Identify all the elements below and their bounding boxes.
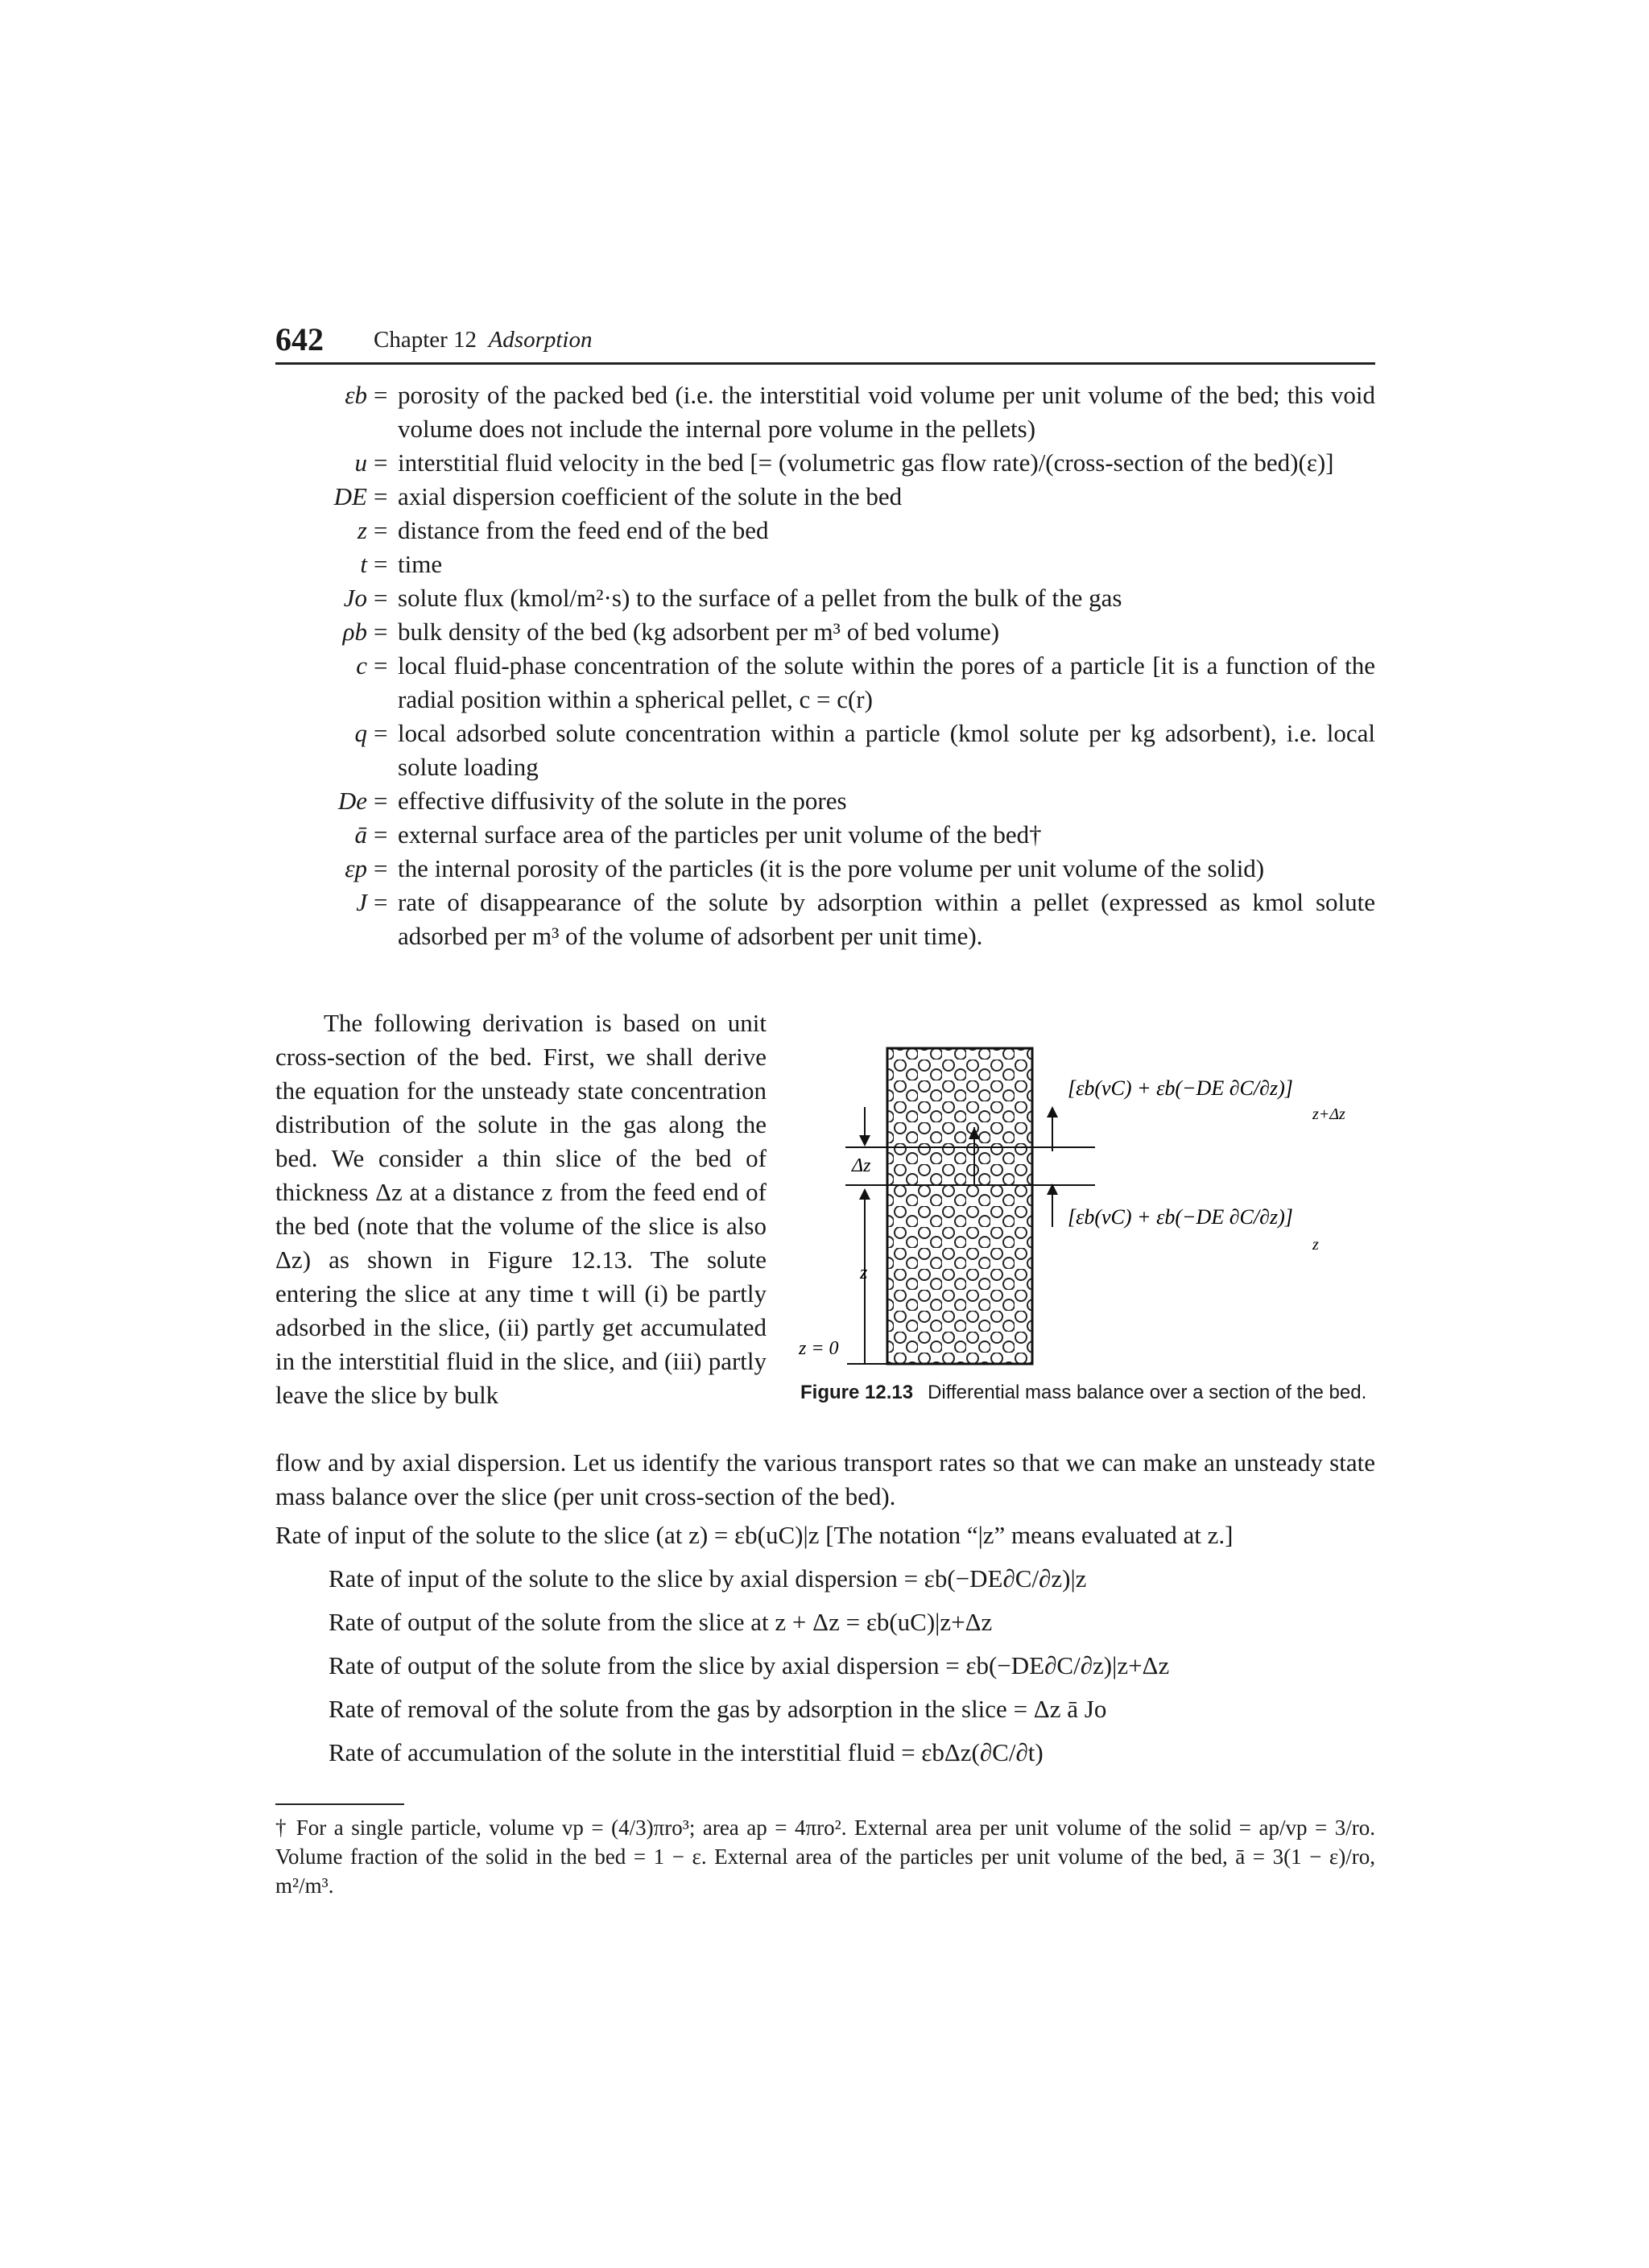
body-paragraph-column <box>275 1006 767 1412</box>
definition-row <box>275 784 1375 818</box>
footnote: † For a single particle, volume vp = (4/3)πro³; area ap = 4πro². External area per unit volume of the solid = ap/vp = 3/ro. Volume fraction of the solid in the bed = 1 − ε. External area of the particles per unit volume of the bed, ā = 3(1 − ε)/ro, m²/m³. <box>275 1816 1375 1898</box>
equals-sign: = <box>374 618 388 646</box>
definition-symbol: εp <box>345 854 367 882</box>
z0-label: z = 0 <box>799 1338 839 1359</box>
definition-row <box>275 547 1375 581</box>
rate-line: Rate of output of the solute from the slice by axial dispersion = εb(−DE∂C/∂z)|z+Δz <box>329 1651 1170 1679</box>
definition-text: bulk density of the bed (kg adsorbent per m³ of bed volume) <box>398 618 1000 646</box>
equals-sign: = <box>374 719 388 747</box>
definition-text: local fluid-phase concentration of the solute within the pores of a particle [it is a function of the radial position within a spherical pellet, c = c(r) <box>398 651 1375 713</box>
rate-list <box>275 1514 1375 1774</box>
definition-symbol: De <box>337 787 367 815</box>
definition-row <box>275 852 1375 886</box>
definition-symbol: t <box>360 550 367 578</box>
chapter-label: Chapter 12 Adsorption <box>374 327 593 353</box>
definition-row <box>275 818 1375 852</box>
definition-text: interstitial fluid velocity in the bed [= (volumetric gas flow rate)/(cross-section of the bed)(ε)] <box>398 448 1334 477</box>
definition-row <box>275 581 1375 615</box>
definition-symbol: DE <box>333 482 367 510</box>
equals-sign: = <box>374 482 388 510</box>
symbol-definitions <box>275 378 1375 953</box>
definition-text: rate of disappearance of the solute by adsorption within a pellet (expressed as kmol solute adsorbed per m³ of the volume of adsorbent per unit time). <box>398 888 1375 950</box>
definition-symbol: ā <box>354 820 367 849</box>
definition-symbol: u <box>354 448 367 477</box>
delta-z-label: Δz <box>852 1155 871 1176</box>
packed-bed-column <box>887 1048 1032 1364</box>
definition-text: local adsorbed solute concentration within a particle (kmol solute per kg adsorbent), i.e. local solute loading <box>398 719 1375 781</box>
equals-sign: = <box>374 381 388 409</box>
equals-sign: = <box>374 854 388 882</box>
definition-text: the internal porosity of the particles (it is the pore volume per unit volume of the solid) <box>398 854 1265 882</box>
definition-row <box>275 514 1375 547</box>
equals-sign: = <box>374 448 388 477</box>
body-paragraph-continued: flow and by axial dispersion. Let us identify the various transport rates so that we can make an unsteady state mass balance over the slice (per unit cross-section of the bed). <box>275 1448 1375 1510</box>
rate-line: Rate of input of the solute to the slice (at z) = εb(uC)|z [The notation “|z” means evaluated at z.] <box>275 1521 1234 1549</box>
rate-line: Rate of input of the solute to the slice by axial dispersion = εb(−DE∂C/∂z)|z <box>329 1564 1087 1593</box>
definition-row <box>275 378 1375 446</box>
definition-text: porosity of the packed bed (i.e. the interstitial void volume per unit volume of the bed; this void volume does not include the internal pore volume in the pellets) <box>398 381 1375 443</box>
definition-text: axial dispersion coefficient of the solute in the bed <box>398 482 903 510</box>
footnote-rule <box>275 1803 404 1805</box>
definition-text: effective diffusivity of the solute in the pores <box>398 787 847 815</box>
equals-sign: = <box>374 516 388 544</box>
definition-row <box>275 717 1375 784</box>
rate-line: Rate of removal of the solute from the gas by adsorption in the slice = Δz ā Jo <box>329 1695 1107 1723</box>
definition-text: solute flux (kmol/m²·s) to the surface of a pellet from the bulk of the gas <box>398 584 1122 612</box>
definition-symbol: c <box>356 651 367 680</box>
definition-row <box>275 480 1375 514</box>
definition-text: external surface area of the particles per unit volume of the bed† <box>398 820 1042 849</box>
equals-sign: = <box>374 584 388 612</box>
definition-symbol: ρb <box>342 618 367 646</box>
page-header <box>275 320 1375 365</box>
page-number: 642 <box>275 321 324 357</box>
definition-symbol: z <box>357 516 367 544</box>
definition-symbol: q <box>354 719 367 747</box>
definition-row <box>275 615 1375 649</box>
definition-row <box>275 886 1375 953</box>
caption-text: Differential mass balance over a section of the bed. <box>928 1382 1367 1403</box>
bed-diagram <box>797 1039 1375 1377</box>
flux-top-expression: [εb(vC) + εb(−DE ∂C/∂z)] <box>1068 1076 1293 1100</box>
definition-symbol: J <box>356 888 367 916</box>
caption-label: Figure 12.13 <box>800 1382 914 1403</box>
z-label: z <box>860 1262 868 1283</box>
figure-12-13 <box>797 1039 1375 1377</box>
equals-sign: = <box>374 888 388 916</box>
flux-bottom-expression: [εb(vC) + εb(−DE ∂C/∂z)] <box>1068 1205 1293 1229</box>
figure-caption <box>800 1382 1366 1404</box>
flux-top-subscript: z+Δz <box>1312 1105 1345 1123</box>
definition-text: distance from the feed end of the bed <box>398 516 769 544</box>
body-paragraph: The following derivation is based on unit cross-section of the bed. First, we shall derive the equation for the unsteady state concentration distribution of the solute in the gas along the bed. We consider a thin slice of the bed of thickness Δz at a distance z from the feed end of the bed (note that the volume of the slice is also Δz) as shown in Figure 12.13. The solute entering the slice at any time t will (i) be partly adsorbed in the slice, (ii) partly get accumulated in the interstitial fluid in the slice, and (iii) partly leave the slice by bulk <box>275 1009 767 1409</box>
definition-row <box>275 649 1375 717</box>
definition-text: time <box>398 550 443 578</box>
definition-row <box>275 446 1375 480</box>
definition-symbol: Jo <box>343 584 367 612</box>
equals-sign: = <box>374 820 388 849</box>
equals-sign: = <box>374 550 388 578</box>
rate-line: Rate of output of the solute from the slice at z + Δz = εb(uC)|z+Δz <box>329 1608 993 1636</box>
equals-sign: = <box>374 787 388 815</box>
flux-bottom-subscript: z <box>1312 1236 1319 1254</box>
definition-symbol: εb <box>345 381 367 409</box>
equals-sign: = <box>374 651 388 680</box>
rate-line: Rate of accumulation of the solute in the interstitial fluid = εbΔz(∂C/∂t) <box>329 1738 1044 1766</box>
